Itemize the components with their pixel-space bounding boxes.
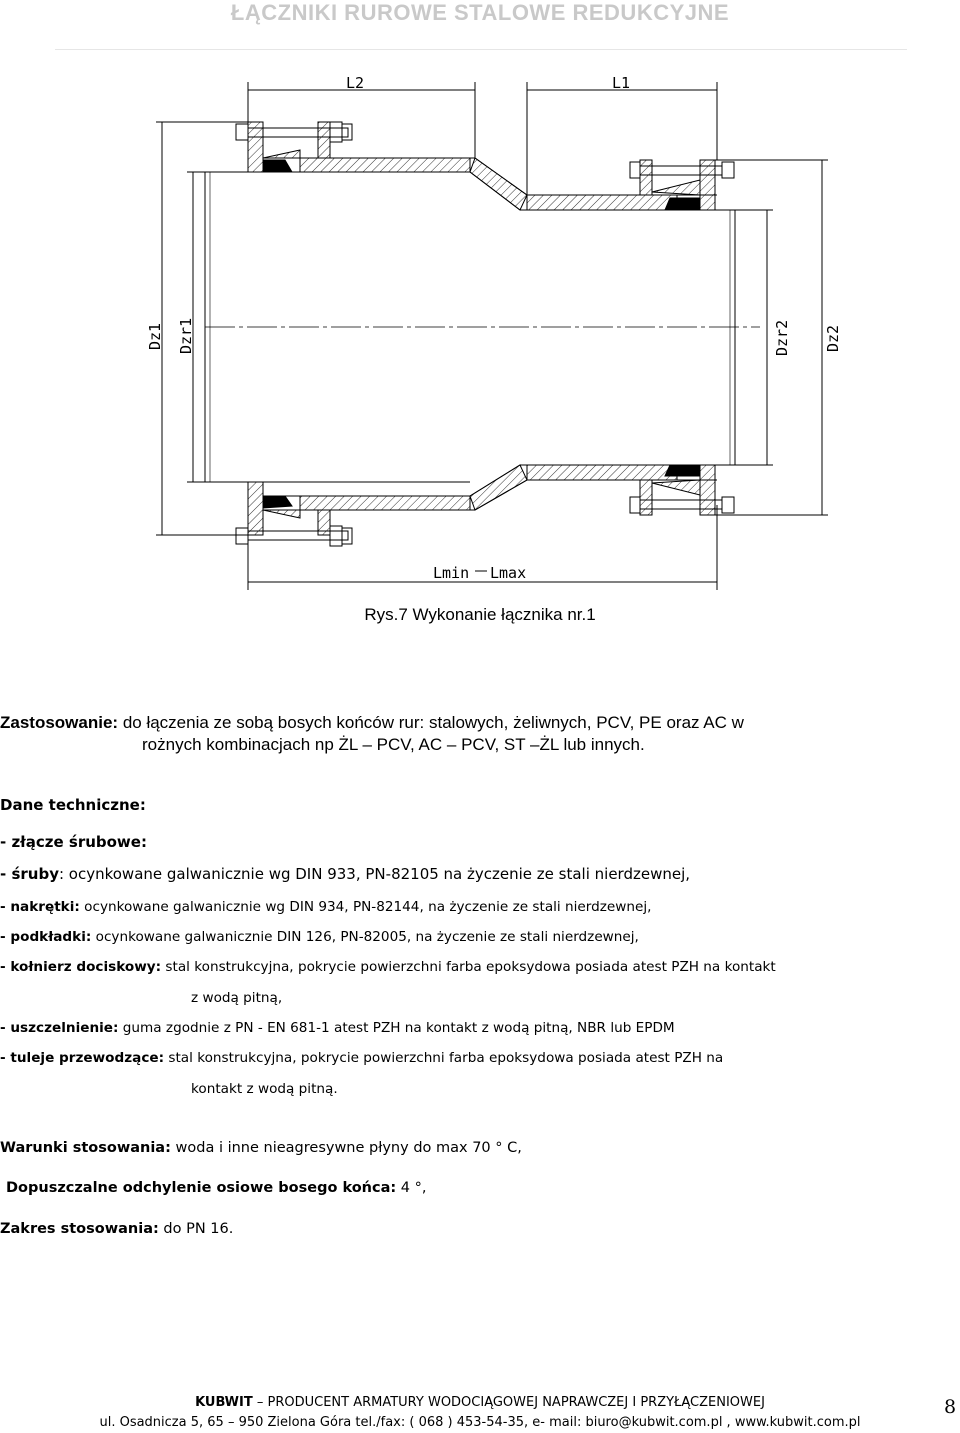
- label-dz1: Dz1: [146, 322, 164, 350]
- page-header-title: ŁĄCZNIKI RUROWE STALOWE REDUKCYJNE: [230, 0, 730, 25]
- dane-techniczne-title: Dane techniczne:: [0, 796, 146, 814]
- dimension-l1: [527, 82, 717, 195]
- spec-tuleje-cont: kontakt z wodą pitną.: [191, 1081, 338, 1097]
- label-l1: L1: [612, 74, 631, 92]
- dimension-l2: [248, 82, 475, 158]
- zlacze-srubowe: - złącze śrubowe:: [0, 833, 147, 851]
- zastosowanie-line1: do łączenia ze sobą bosych końców rur: stalowych, żeliwnych, PCV, PE oraz AC w: [118, 713, 744, 732]
- spec-nakretki: - nakrętki: ocynkowane galwanicznie wg DIN 934, PN-82144, na życzenie ze stali nierdzewnej,: [0, 899, 652, 915]
- zastosowanie-paragraph: [0, 711, 900, 734]
- spec-uszczelnienie: - uszczelnienie: guma zgodnie z PN - EN 681-1 atest PZH na kontakt z wodą pitną, NBR lub EPDM: [0, 1020, 675, 1036]
- figure-caption: Rys.7 Wykonanie łącznika nr.1: [364, 605, 596, 624]
- spec-kolnierz-cont: z wodą pitną,: [191, 990, 283, 1006]
- header-rule: [55, 49, 907, 50]
- label-dz2: Dz2: [824, 324, 842, 352]
- label-lmin: Lmin: [433, 564, 470, 582]
- spec-podkladki: - podkładki: ocynkowane galwanicznie DIN 126, PN-82005, na życzenie ze stali nierdzewnej,: [0, 929, 639, 945]
- zastosowanie-label: Zastosowanie:: [0, 713, 119, 732]
- page-number: 8: [944, 1396, 957, 1418]
- zakres-stosowania: Zakres stosowania: do PN 16.: [0, 1221, 234, 1237]
- dopuszczalne-odchylenie: Dopuszczalne odchylenie osiowe bosego końca: 4 °,: [6, 1180, 427, 1196]
- pipe-right: [715, 210, 735, 465]
- dimension-dzr2: [715, 210, 773, 465]
- zastosowanie-line2: rożnych kombinacjach np ŻL – PCV, AC – PCV, ST –ŻL lub innych.: [142, 735, 645, 754]
- label-lmax: Lmax: [490, 564, 527, 582]
- reducer-body: [270, 158, 717, 510]
- footer-address-line: ul. Osadnicza 5, 65 – 950 Zielona Góra tel./fax: ( 068 ) 453-54-35, e- mail: biuro@kubwit.com.pl , www.kubwit.com.pl: [99, 1415, 861, 1430]
- warunki-stosowania: Warunki stosowania: woda i inne nieagresywne płyny do max 70 ° C,: [0, 1140, 522, 1156]
- spec-kolnierz: - kołnierz dociskowy: stal konstrukcyjna, pokrycie powierzchni farba epoksydowa posiada atest PZH na kontakt: [0, 959, 776, 975]
- label-dzr2: Dzr2: [773, 319, 791, 356]
- spec-tuleje: - tuleje przewodzące: stal konstrukcyjna, pokrycie powierzchni farba epoksydowa posiada atest PZH na: [0, 1050, 724, 1066]
- spec-sruby: - śruby: ocynkowane galwanicznie wg DIN 933, PN-82105 na życzenie ze stali nierdzewnej,: [0, 865, 691, 883]
- label-dzr1: Dzr1: [177, 317, 195, 354]
- label-l2: L2: [346, 74, 365, 92]
- technical-drawing-reducer-coupling: [0, 55, 960, 595]
- footer-company-line: KUBWIT – PRODUCENT ARMATURY WODOCIĄGOWEJ NAPRAWCZEJ I PRZYŁĄCZENIOWEJ: [195, 1395, 765, 1410]
- dimension-dz2: [700, 160, 828, 515]
